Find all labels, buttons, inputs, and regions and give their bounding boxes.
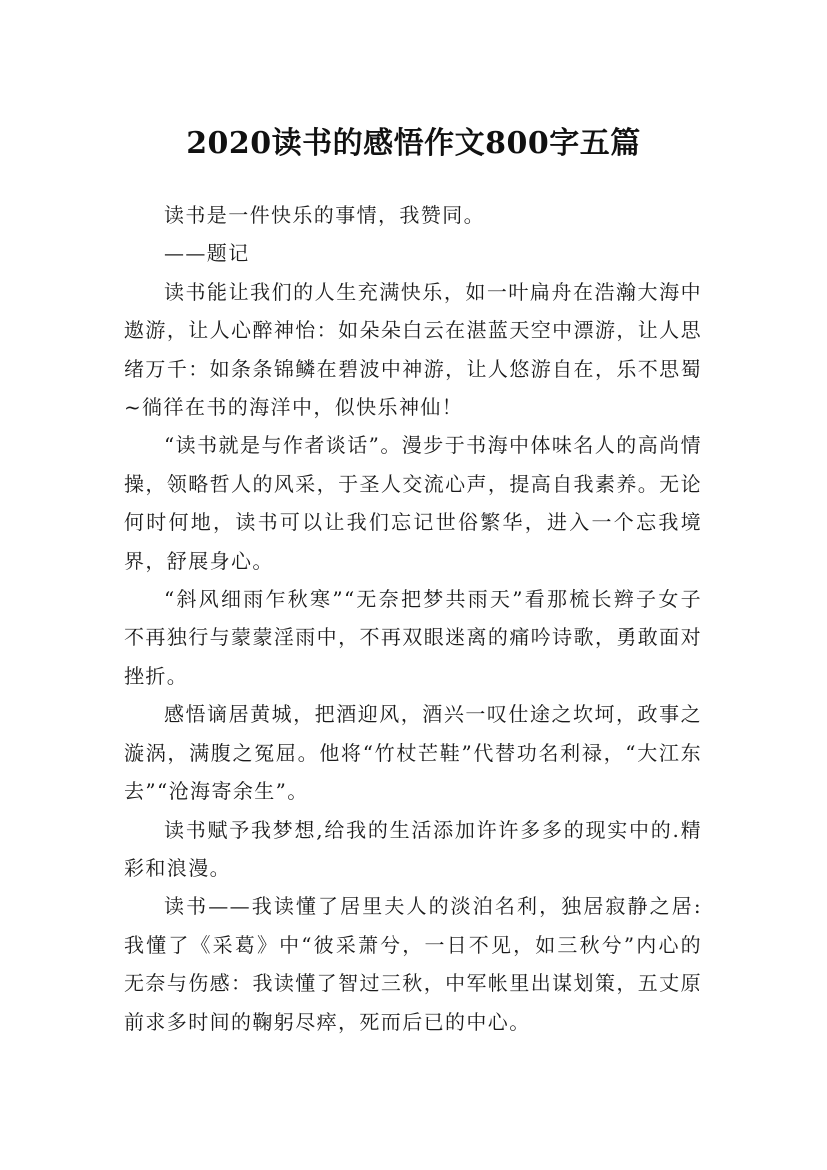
paragraph: “读书就是与作者谈话”。漫步于书海中体味名人的高尚情操，领略哲人的风采，于圣人交流心声，提高自我素养。无论何时何地，读书可以让我们忘记世俗繁华，进入一个忘我境界，舒展身心。 [124,433,702,573]
paragraph: 读书能让我们的人生充满快乐，如一叶扁舟在浩瀚大海中遨游，让人心醉神怡：如朵朵白云在湛蓝天空中漂游，让人思绪万千：如条条锦鳞在碧波中神游，让人悠游自在，乐不思蜀~徜徉在书的海洋中，似快乐神仙！ [124,279,702,420]
document-body [124,196,702,1041]
document-title: 2020读书的感悟作文800字五篇 [186,126,641,162]
paragraph: 感悟谪居黄城，把酒迎风，酒兴一叹仕途之坎坷，政事之漩涡，满腹之冤屈。他将“竹杖芒鞋”代替功名利禄，“大江东去”“沧海寄余生”。 [124,702,702,804]
paragraph: 读书赋予我梦想,给我的生活添加许许多多的现实中的.精彩和浪漫。 [124,817,702,880]
paragraph-epigraph: 读书是一件快乐的事情，我赞同。 [164,203,485,227]
paragraph: 读书——我读懂了居里夫人的淡泊名利，独居寂静之居:我懂了《采葛》中“彼采萧兮，一日不见，如三秋兮”内心的无奈与伤感：我读懂了智过三秋，中军帐里出谋划策，五丈原前求多时间的鞠躬尽瘁，死而后已的中心。 [124,894,702,1034]
paragraph-epigraph-source: ——题记 [164,241,250,266]
paragraph: “斜风细雨乍秋寒”“无奈把梦共雨天”看那梳长辫子女子不再独行与蒙蒙淫雨中，不再双眼迷离的痛吟诗歌，勇敢面对挫折。 [124,587,702,688]
